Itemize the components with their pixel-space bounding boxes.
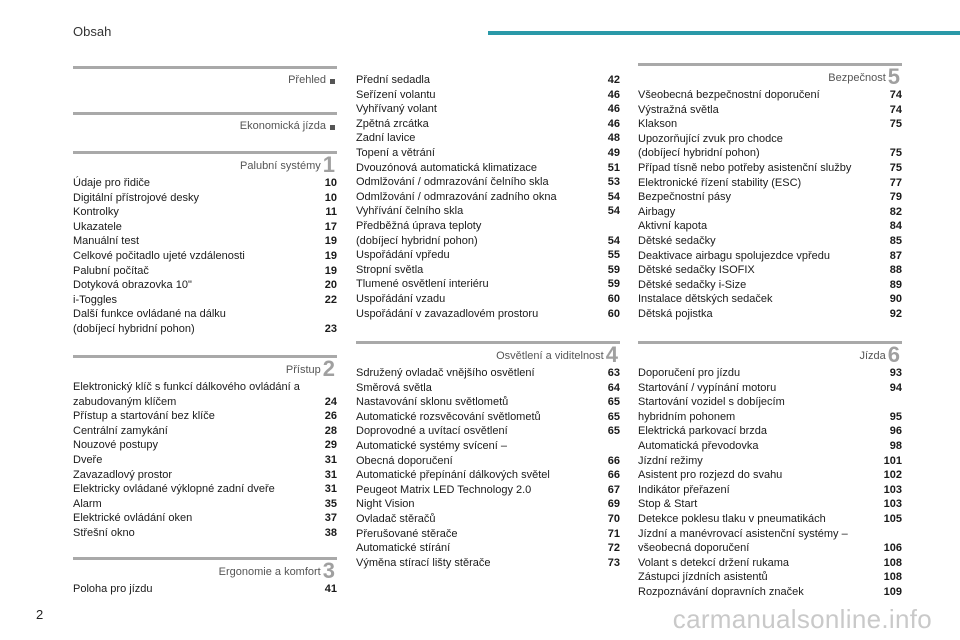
toc-entry[interactable] (638, 88, 902, 103)
toc-entry[interactable] (638, 249, 902, 264)
section-title: Osvětlení a viditelnost (496, 350, 604, 362)
toc-entry-page: 102 (883, 469, 902, 482)
toc-entry[interactable] (638, 205, 902, 220)
toc-entry-label: Stropní světla (356, 263, 424, 276)
toc-entry-page: 75 (889, 161, 902, 174)
toc-entry[interactable] (356, 395, 620, 410)
toc-entry-page: 93 (889, 367, 902, 379)
toc-entry-page: 23 (324, 322, 337, 335)
toc-entry[interactable] (356, 131, 620, 146)
toc-entry[interactable] (638, 497, 902, 512)
toc-entry-page: 72 (607, 542, 620, 555)
toc-entry-page: 105 (883, 512, 902, 525)
toc-entry-label: Elektrická parkovací brzda (638, 425, 767, 438)
toc-entry[interactable] (638, 292, 902, 307)
toc-entry[interactable] (73, 511, 337, 526)
toc-entry[interactable] (356, 117, 620, 132)
toc-entry-label: Zástupci jízdních asistentů (638, 571, 768, 584)
toc-entry[interactable] (638, 219, 902, 234)
toc-entry-label: Celkové počitadlo ujeté vzdálenosti (73, 249, 245, 262)
toc-entry[interactable] (638, 483, 902, 498)
toc-entry-label: Dětské sedačky i-Size (638, 278, 747, 291)
toc-entry-page: 46 (607, 117, 620, 130)
toc-entry-label: Manuální test (73, 235, 140, 248)
square-bullet-icon (330, 125, 335, 130)
toc-entry[interactable] (73, 526, 337, 541)
toc-entry[interactable] (73, 191, 337, 206)
section-header-prehled[interactable] (73, 66, 337, 91)
toc-entry-label: Zadní lavice (356, 132, 416, 145)
toc-entry-page: 10 (324, 191, 337, 204)
toc-entry-label: Dveře (73, 453, 103, 466)
section-title: Ergonomie a komfort (218, 566, 321, 578)
toc-section-5 (638, 63, 902, 322)
toc-entry[interactable] (356, 381, 620, 396)
toc-entry-label: Startování vozidel s dobíjecím hybridním pohonem (638, 396, 785, 423)
toc-entry-label: Elektricky ovládané výklopné zadní dveře (73, 483, 275, 496)
toc-entry-page: 85 (889, 234, 902, 247)
toc-entry[interactable] (638, 366, 902, 381)
section-header-ekonomicka-jizda[interactable] (73, 112, 337, 137)
toc-entry-label: Zpětná zrcátka (356, 117, 429, 130)
toc-entry[interactable] (356, 424, 620, 439)
section-title: Přehled (288, 74, 326, 86)
toc-entry-label: Doporučení pro jízdu (638, 367, 741, 379)
toc-entry-label: Předběžná úprava teploty (dobíjecí hybridní pohon) (356, 219, 482, 247)
toc-entry-page: 60 (607, 307, 620, 320)
toc-entry-page: 75 (889, 118, 902, 131)
toc-entry[interactable] (73, 220, 337, 235)
toc-entry-page: 29 (324, 439, 337, 452)
toc-entry-label: Další funkce ovládané na dálku (dobíjecí hybridní pohon) (73, 308, 226, 335)
toc-entry[interactable] (73, 307, 337, 336)
toc-entry[interactable] (73, 176, 337, 191)
toc-entry-label: Automatické přepínání dálkových světel (356, 469, 550, 482)
toc-entry-page: 69 (607, 498, 620, 511)
toc-entry-label: Automatické rozsvěcování světlometů (356, 410, 541, 423)
toc-entry-page: 38 (324, 526, 337, 539)
toc-entry-label: i-Toggles (73, 293, 118, 306)
toc-entry-label: Alarm (73, 497, 102, 510)
toc-entry[interactable] (356, 161, 620, 176)
section-number: 3 (322, 558, 335, 583)
toc-entry-page: 82 (889, 205, 902, 218)
toc-entry[interactable] (356, 277, 620, 292)
toc-entry-page: 73 (607, 556, 620, 569)
toc-entry[interactable] (73, 582, 337, 597)
toc-entry[interactable] (73, 278, 337, 293)
section-header-ergonomie-a-komfort[interactable] (73, 557, 337, 582)
toc-entry-page: 22 (324, 293, 337, 306)
toc-entry-label: Přístup a startování bez klíče (73, 410, 215, 423)
toc-entry-label: Sdružený ovladač vnějšího osvětlení (356, 367, 535, 379)
toc-entry-label: Automatické stírání (356, 542, 451, 555)
toc-entry-page: 75 (889, 147, 902, 160)
section-title: Přístup (285, 364, 321, 376)
toc-entry-label: Střešní okno (73, 526, 135, 539)
toc-entry[interactable] (73, 453, 337, 468)
toc-entry-page: 65 (607, 396, 620, 409)
section-title: Bezpečnost (828, 72, 886, 84)
toc-entry-page: 19 (324, 249, 337, 262)
toc-entry[interactable] (356, 527, 620, 542)
toc-entry-page: 98 (889, 439, 902, 452)
toc-entry[interactable] (356, 366, 620, 381)
toc-entry-page: 94 (889, 381, 902, 394)
page-number: 2 (36, 607, 44, 622)
section-header-osvetleni-a-viditelnost[interactable] (356, 341, 620, 366)
toc-entry[interactable] (73, 482, 337, 497)
section-header-pristup[interactable] (73, 355, 337, 380)
section-number: 5 (887, 64, 900, 89)
toc-entry-label: Kontrolky (73, 206, 119, 219)
toc-entry-label: Uspořádání v zavazadlovém prostoru (356, 307, 539, 320)
toc-entry[interactable] (73, 497, 337, 512)
toc-entry-label: Centrální zamykání (73, 424, 168, 437)
toc-entry[interactable] (73, 468, 337, 483)
toc-entry[interactable] (638, 176, 902, 191)
toc-entry[interactable] (638, 512, 902, 527)
toc-entry[interactable] (356, 556, 620, 571)
toc-entry-page: 46 (607, 103, 620, 116)
toc-entry-page: 17 (324, 220, 337, 233)
toc-entry-label: Elektronické řízení stability (ESC) (638, 176, 802, 189)
toc-entry[interactable] (73, 424, 337, 439)
toc-entry[interactable] (638, 454, 902, 469)
toc-entry[interactable] (73, 264, 337, 279)
toc-entry-page: 10 (324, 177, 337, 189)
toc-entry[interactable] (638, 263, 902, 278)
toc-entry-label: Odmlžování / odmrazování zadního okna (356, 190, 557, 203)
toc-entry-page: 31 (324, 453, 337, 466)
toc-entry-label: Případ tísně nebo potřeby asistenční služby (638, 161, 852, 174)
toc-entry-page: 103 (883, 498, 902, 511)
toc-entry-page: 101 (883, 454, 902, 467)
toc-entry-label: Přerušované stěrače (356, 527, 458, 540)
toc-entry-page: 11 (325, 206, 337, 219)
toc-entry-label: Digitální přístrojové desky (73, 191, 199, 204)
toc-entry[interactable] (638, 585, 902, 600)
section-title: Jízda (859, 350, 886, 362)
toc-entry-label: Volant s detekcí držení rukama (638, 556, 790, 569)
toc-entry[interactable] (638, 570, 902, 585)
toc-entry-label: Vyhřívaný volant (356, 103, 437, 116)
toc-entry-page: 51 (607, 161, 620, 174)
toc-entry-page: 59 (607, 278, 620, 291)
toc-entry-label: Tlumené osvětlení interiéru (356, 278, 489, 291)
toc-entry[interactable] (638, 103, 902, 118)
toc-entry-page: 77 (889, 176, 902, 189)
toc-entry[interactable] (356, 410, 620, 425)
section-header-jizda[interactable] (638, 341, 902, 366)
section-number: 1 (322, 152, 335, 177)
toc-entry-page: 84 (889, 220, 902, 233)
toc-entry-page: 31 (324, 468, 337, 481)
toc-entry-page: 46 (607, 88, 620, 101)
toc-entry-page: 74 (889, 103, 902, 116)
toc-entry-label: Asistent pro rozjezd do svahu (638, 469, 783, 482)
toc-entry-label: Automatická převodovka (638, 439, 759, 452)
toc-entry-page: 74 (889, 89, 902, 101)
toc-entry-label: Odmlžování / odmrazování čelního skla (356, 176, 549, 189)
toc-entry-page: 26 (324, 410, 337, 423)
toc-entry-page: 28 (324, 424, 337, 437)
toc-entry-page: 66 (607, 454, 620, 467)
toc-entry[interactable] (638, 117, 902, 132)
section-number: 4 (605, 342, 618, 367)
toc-entry-page: 88 (889, 264, 902, 277)
section-number: 6 (887, 342, 900, 367)
toc-entry-page: 24 (324, 395, 337, 408)
section-title: Ekonomická jízda (239, 120, 326, 132)
header-title: Obsah (73, 24, 112, 39)
toc-entry[interactable] (356, 102, 620, 117)
toc-entry-page: 70 (607, 512, 620, 525)
toc-entry-label: Uspořádání vpředu (356, 249, 450, 262)
toc-entry-page: 19 (324, 264, 337, 277)
toc-entry-label: Poloha pro jízdu (73, 583, 153, 595)
toc-entry-page: 108 (883, 571, 902, 584)
toc-entry-label: Peugeot Matrix LED Technology 2.0 (356, 483, 532, 496)
toc-entry[interactable] (638, 556, 902, 571)
toc-entry[interactable] (638, 190, 902, 205)
toc-entry[interactable] (73, 293, 337, 308)
toc-entry-page: 60 (607, 292, 620, 305)
toc-entry[interactable] (73, 249, 337, 264)
toc-entry[interactable] (356, 88, 620, 103)
toc-entry[interactable] (638, 132, 902, 161)
toc-entry-label: Výměna stírací lišty stěrače (356, 556, 491, 569)
toc-entry[interactable] (356, 219, 620, 248)
toc-entry-page: 67 (607, 483, 620, 496)
toc-entry-label: Automatické systémy svícení – Obecná doporučení (356, 439, 507, 467)
toc-entry-page: 54 (607, 234, 620, 247)
toc-entry-page: 42 (607, 74, 620, 86)
toc-entry[interactable] (638, 381, 902, 396)
toc-entry[interactable] (356, 73, 620, 88)
toc-entry-label: Ukazatele (73, 220, 122, 233)
toc-entry-page: 35 (324, 497, 337, 510)
toc-section-6 (638, 341, 902, 600)
toc-entry[interactable] (638, 424, 902, 439)
toc-section-3 (73, 557, 337, 597)
toc-entry-label: Bezpečnostní pásy (638, 191, 731, 204)
toc-entry-page: 37 (324, 512, 337, 525)
toc-entry-label: Deaktivace airbagu spolujezdce vpředu (638, 249, 831, 262)
section-header-bezpecnost[interactable] (638, 63, 902, 88)
toc-entry[interactable] (638, 307, 902, 322)
toc-entry-label: Topení a větrání (356, 146, 435, 159)
toc-entry-page: 19 (324, 235, 337, 248)
toc-entry[interactable] (73, 438, 337, 453)
toc-entry[interactable] (356, 483, 620, 498)
toc-entry-label: Všeobecná bezpečnostní doporučení (638, 89, 820, 101)
square-bullet-icon (330, 79, 335, 84)
toc-entry-label: Nouzové postupy (73, 439, 158, 452)
toc-entry-label: Seřízení volantu (356, 88, 436, 101)
toc-entry[interactable] (356, 175, 620, 190)
toc-entry-page: 90 (889, 293, 902, 306)
toc-entry[interactable] (356, 204, 620, 219)
toc-entry[interactable] (638, 527, 902, 556)
toc-entry[interactable] (638, 234, 902, 249)
toc-entry[interactable] (73, 234, 337, 249)
toc-entry-label: Jízdní a manévrovací asistenční systémy – všeobecná doporučení (638, 527, 848, 555)
toc-entry-page: 108 (883, 556, 902, 569)
toc-entry-label: Indikátor přeřazení (638, 483, 730, 496)
toc-entry-label: Uspořádání vzadu (356, 292, 446, 305)
toc-entry-label: Výstražná světla (638, 103, 719, 116)
toc-entry-page: 87 (889, 249, 902, 262)
toc-entry-page: 103 (883, 483, 902, 496)
toc-entry-label: Elektrické ovládání oken (73, 512, 193, 525)
toc-entry-label: Aktivní kapota (638, 220, 708, 233)
toc-entry[interactable] (356, 248, 620, 263)
toc-entry-label: Klakson (638, 118, 678, 131)
toc-entry-label: Upozorňující zvuk pro chodce (dobíjecí hybridní pohon) (638, 132, 783, 160)
toc-column-2 (356, 73, 620, 321)
toc-entry[interactable] (356, 292, 620, 307)
toc-entry-label: Ovladač stěračů (356, 512, 436, 525)
toc-entry[interactable] (73, 409, 337, 424)
toc-entry-label: Instalace dětských sedaček (638, 293, 773, 306)
section-number: 2 (322, 356, 335, 381)
toc-entry-label: Nastavování sklonu světlometů (356, 396, 509, 409)
toc-entry[interactable] (356, 468, 620, 483)
toc-entry-label: Dvouzónová automatická klimatizace (356, 161, 537, 174)
toc-entry-label: Dětská pojistka (638, 307, 713, 320)
toc-entry-page: 54 (607, 205, 620, 218)
toc-entry-label: Airbagy (638, 205, 676, 218)
toc-entry-page: 65 (607, 425, 620, 438)
toc-entry-page: 66 (607, 469, 620, 482)
toc-entry-page: 106 (883, 542, 902, 555)
toc-entry-page: 48 (607, 132, 620, 145)
toc-entry[interactable] (356, 190, 620, 205)
toc-entry-label: Jízdní režimy (638, 454, 703, 467)
toc-entry-page: 54 (607, 190, 620, 203)
toc-entry-page: 109 (883, 585, 902, 598)
toc-entry-page: 63 (607, 367, 620, 379)
toc-section-1 (73, 151, 337, 337)
toc-entry-page: 79 (889, 191, 902, 204)
toc-entry-page: 59 (607, 263, 620, 276)
toc-entry[interactable] (356, 541, 620, 556)
toc-entry[interactable] (356, 512, 620, 527)
toc-entry-page: 89 (889, 278, 902, 291)
toc-entry[interactable] (638, 278, 902, 293)
toc-entry-label: Startování / vypínání motoru (638, 381, 777, 394)
toc-entry-label: Detekce poklesu tlaku v pneumatikách (638, 512, 826, 525)
toc-entry-page: 31 (324, 483, 337, 496)
toc-entry[interactable] (638, 468, 902, 483)
toc-entry[interactable] (356, 439, 620, 468)
toc-section-4 (356, 341, 620, 570)
toc-entry-label: Zavazadlový prostor (73, 468, 173, 481)
toc-entry-page: 49 (607, 146, 620, 159)
toc-entry-label: Údaje pro řidiče (73, 177, 151, 189)
toc-entry-label: Palubní počítač (73, 264, 149, 277)
toc-entry-label: Stop & Start (638, 498, 698, 511)
toc-entry[interactable] (356, 307, 620, 322)
toc-entry[interactable] (638, 439, 902, 454)
section-title: Palubní systémy (240, 160, 321, 172)
toc-entry-label: Dětské sedačky ISOFIX (638, 264, 755, 277)
toc-entry-page: 92 (889, 307, 902, 320)
toc-entry[interactable] (356, 146, 620, 161)
header-accent-bar (488, 31, 960, 35)
toc-entry-page: 55 (607, 249, 620, 262)
toc-entry-label: Rozpoznávání dopravních značek (638, 585, 804, 598)
toc-entry-label: Doprovodné a uvítací osvětlení (356, 425, 508, 438)
toc-entry-label: Elektronický klíč s funkcí dálkového ovládání a zabudovaným klíčem (73, 381, 300, 408)
toc-entry-label: Přední sedadla (356, 74, 430, 86)
toc-entry-page: 20 (324, 279, 337, 292)
watermark-text: carmanualsonline.info (672, 604, 932, 634)
toc-entry-label: Směrová světla (356, 381, 432, 394)
toc-entry-page: 64 (607, 381, 620, 394)
toc-entry-label: Dětské sedačky (638, 234, 716, 247)
toc-entry[interactable] (638, 395, 902, 424)
toc-entry-page: 71 (607, 527, 620, 540)
toc-entry-label: Dotyková obrazovka 10" (73, 279, 192, 292)
toc-entry-page: 53 (607, 176, 620, 189)
toc-entry-page: 96 (889, 425, 902, 438)
toc-entry-page: 65 (607, 410, 620, 423)
toc-entry[interactable] (73, 205, 337, 220)
toc-entry-page: 95 (889, 410, 902, 423)
toc-column-1b (73, 112, 337, 137)
toc-entry-label: Night Vision (356, 498, 415, 511)
toc-entry[interactable] (638, 161, 902, 176)
toc-entry[interactable] (356, 497, 620, 512)
toc-entry[interactable] (356, 263, 620, 278)
toc-entry-label: Vyhřívání čelního skla (356, 205, 464, 218)
section-header-palubni-systemy[interactable] (73, 151, 337, 176)
toc-entry-page: 41 (324, 583, 337, 595)
toc-column-1 (73, 66, 337, 91)
toc-entry[interactable] (73, 380, 337, 409)
toc-section-2 (73, 355, 337, 541)
